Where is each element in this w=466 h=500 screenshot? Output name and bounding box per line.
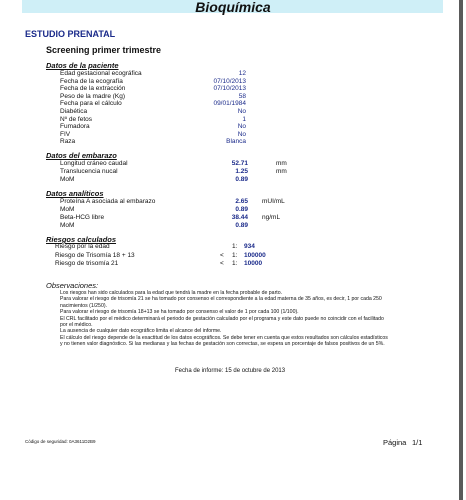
patient-field-value: 58 — [238, 92, 246, 100]
analytics-field-value: 0.89 — [235, 222, 248, 229]
patient-data-title: Datos de la paciente — [46, 61, 119, 70]
page-title: Bioquímica — [195, 0, 271, 15]
analytics-field-label: MoM — [60, 206, 75, 213]
patient-field-label: Diabética — [60, 108, 88, 115]
analytics-field-value: 2.65 — [235, 198, 248, 205]
patient-field-label: FIV — [60, 130, 71, 138]
patient-field-value: Blanca — [226, 138, 246, 146]
patient-field-value: No — [237, 123, 246, 131]
observation-paragraph: Los riesgos han sido calculados para la edad que tendrá la madre en la fecha probable de parto. — [60, 290, 283, 296]
observation-paragraph: El cálculo del riesgo depende de la exactitud de los datos ecográficos. Se debe tener en cuenta que estos resultados son cálculos estadísticos y no tienen valor diagnóstico. Si las medianas y las fechas de gestación son correctas, se espera un porcentaje de falsos positivos de un 5%. — [60, 334, 388, 348]
section-title: ESTUDIO PRENATAL — [25, 29, 116, 39]
observation-paragraph: Para valorar el riesgo de trisomía 21 se ha tomado por consenso el correspondiente a la edad materna de 35 años, es decir, 1 por cada 250 nacimientos (1/250). — [60, 296, 382, 309]
pregnancy-field-value: 1.25 — [235, 168, 248, 175]
patient-field-value: 07/10/2013 — [213, 85, 246, 93]
observation-paragraph: Para valorar el riesgo de trisomía 18+13 se ha tomado por consenso el valor de 1 por cada 100 (1/100). — [60, 309, 299, 316]
report-subtitle: Screening primer trimestre — [46, 45, 162, 55]
page-number: 1/1 — [412, 438, 423, 447]
pregnancy-field-unit: mm — [276, 168, 287, 175]
analytics-data-title: Datos analíticos — [46, 189, 104, 198]
right-border — [459, 0, 463, 500]
pregnancy-field-label: Translucencia nucal — [60, 168, 118, 175]
observations-title: Observaciones: — [46, 281, 99, 290]
observation-paragraph: El CRL facilitado por el médico determinará el periodo de gestación calculado por el programa y este dato puede no coincidir con el facilitado por el médico. — [60, 315, 384, 329]
risk-ratio: 1: — [232, 260, 238, 267]
patient-field-value: 09/01/1984 — [213, 100, 246, 108]
pregnancy-field-value: 52.71 — [231, 160, 248, 167]
risk-value: 100000 — [244, 251, 266, 259]
patient-field-label: Nº de fetos — [60, 115, 93, 123]
risk-ratio: 1: — [232, 243, 238, 250]
analytics-field-label: Proteína A asociada al embarazo — [60, 198, 156, 205]
patient-field-label: Edad gestacional ecográfica — [60, 70, 142, 77]
risk-label: Riesgo de trisomía 21 — [55, 260, 119, 267]
risk-ratio: 1: — [232, 251, 238, 259]
security-code: Código de seguridad: 0A3611D2B9 — [25, 439, 96, 444]
analytics-field-unit: ng/mL — [262, 214, 281, 221]
patient-field-label: Fumadora — [60, 123, 90, 131]
pregnancy-data-title: Datos del embarazo — [46, 151, 117, 160]
risks-title: Riesgos calculados — [46, 235, 117, 244]
risk-label: Riesgo de Trisomía 18 + 13 — [55, 251, 135, 259]
observations-body — [60, 290, 390, 348]
pregnancy-field-unit: mm — [276, 160, 287, 167]
observation-paragraph: La ausencia de cualquier dato ecográfico limita el alcance del informe. — [60, 328, 222, 335]
patient-field-label: Raza — [60, 138, 76, 146]
pregnancy-field-label: Longitud cráneo caudal — [60, 160, 128, 167]
analytics-field-label: Beta-HCG libre — [60, 214, 105, 221]
risk-value: 934 — [244, 243, 255, 250]
analytics-field-value: 0.89 — [235, 206, 248, 213]
pregnancy-field-value: 0.89 — [235, 176, 248, 183]
pregnancy-field-label: MoM — [60, 176, 75, 183]
patient-field-value: No — [237, 108, 246, 115]
risk-comparator: < — [220, 251, 224, 259]
risk-value: 10000 — [244, 260, 263, 267]
patient-field-label: Fecha para el cálculo — [60, 100, 122, 108]
patient-field-value: 07/10/2013 — [213, 77, 246, 85]
analytics-field-unit: mUI/mL — [262, 198, 285, 205]
analytics-field-value: 38.44 — [231, 214, 248, 221]
patient-field-value: 1 — [242, 115, 246, 123]
patient-field-label: Fecha de la ecografía — [60, 77, 123, 85]
risk-label: Riesgo por la edad — [55, 243, 110, 250]
patient-field-value: 12 — [238, 70, 246, 77]
risk-comparator: < — [220, 260, 224, 267]
patient-field-value: No — [237, 130, 246, 138]
analytics-field-label: MoM — [60, 222, 75, 229]
patient-field-label: Fecha de la extracción — [60, 85, 126, 93]
page-label: Página — [383, 438, 407, 447]
patient-field-label: Peso de la madre (Kg) — [60, 92, 126, 100]
report-date: Fecha de informe: 15 de octubre de 2013 — [175, 368, 286, 374]
